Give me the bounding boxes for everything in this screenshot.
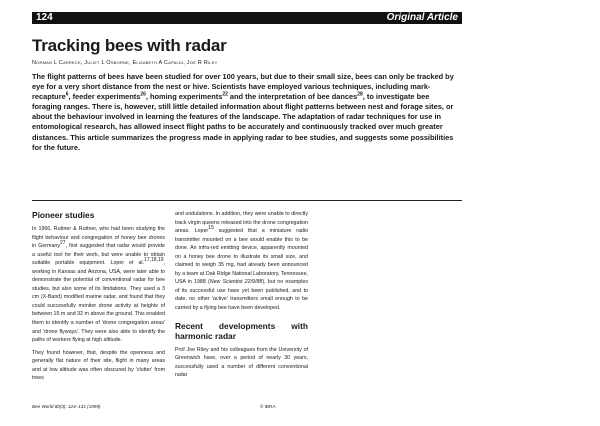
reference-marker: 27 bbox=[60, 240, 66, 247]
section-heading-harmonic-radar: Recent developments with harmonic radar bbox=[175, 320, 308, 341]
body-paragraph: In 1966, Ruttner & Ruttner, who had been studying the flight behaviour and congregation of honey bee drones in Germany$^{27}$, first suggested that radar would provide a useful tool for their work, but were unable to obtain suitable portable equipment. Loper et al.$^{17,18,19}$, working in Kansas and Arizona, USA, were later able to demonstrate the potential of conventional radar for bee studies, but also some of its limitations. They used a 3 cm (X-Band) modified marine radar, and found that they could successfully monitor drone activity at heights of between 15 m and 32 m above the ground. This enabled them to identify a number of 'drone congregation areas' and 'drone flyways'. They were also able to identify the paths of workers flying at high altitude. bbox=[32, 226, 165, 344]
article-page bbox=[32, 0, 462, 426]
reference-marker: 15 bbox=[208, 225, 214, 232]
body-paragraph: Prof Joe Riley and his colleagues from the University of Greenwich have, over a period of nearly 30 years, successfully used a number of different conventional radar bbox=[175, 346, 308, 379]
footer-citation: Bee World 80(3): 124–131 (1999) bbox=[32, 404, 101, 409]
footer-copyright: © IBRA bbox=[260, 404, 276, 409]
article-abstract bbox=[32, 72, 457, 153]
page-header-bar bbox=[32, 12, 462, 24]
section-heading-pioneer-studies: Pioneer studies bbox=[32, 210, 95, 220]
abstract-paragraph: The flight patterns of bees have been studied for over 100 years, but due to their small size, bees can only be tracked by eye for a very short distance from the nest or hive. Scientists have employed various techniques, including mark-recapture$^6$, feeder experiments$^{26}$, homing experiments$^{22}$ and the interpretation of bee dances$^{28}$, to investigate bee foraging ranges. There is, however, still little detailed information about flight patterns between nest and forage sites, or about the behaviour involved in learning the features of the landscape. The adaptation of radar techniques for use in entomological research, has allowed insect flight paths to be accurately and continuously tracked over much greater distances. This article summarizes the progress made in applying radar to bee studies, and suggests some possibilities for the future. bbox=[32, 72, 454, 152]
reference-marker: 28 bbox=[357, 91, 363, 98]
reference-marker: 17,18,19 bbox=[144, 257, 164, 264]
body-column-1 bbox=[32, 210, 165, 387]
section-label: Original Article bbox=[386, 12, 458, 23]
body-paragraph: They found however, that, despite the openness and generally flat nature of their site, flight in many areas and at low altitude was often obscured by 'clutter' from trees bbox=[32, 349, 165, 382]
journal-citation: New Scientist 22/9/88 bbox=[209, 279, 263, 286]
article-authors: Norman L Carreck, Juliet L Osborne, Elizabeth A Capaldi, Joe R Riley bbox=[32, 60, 218, 66]
body-column-2 bbox=[175, 210, 308, 384]
reference-marker: 26 bbox=[140, 91, 146, 98]
article-title: Tracking bees with radar bbox=[32, 36, 227, 55]
reference-marker: 6 bbox=[65, 91, 69, 98]
section-divider bbox=[32, 200, 462, 201]
body-paragraph: and undulations. In addition, they were unable to directly track virgin queens released into the drone congregation areas. Loper$^{15}$ suggested that a miniature radio transmitter mounted on a bee would enable this to be done. An infra-red emitting device, apparently mounted on a honey bee drone to illustrate its small size, and claimed to weigh 35 mg, had already been announced by a team at Oak Ridge National Laboratory, Tennessee, USA in 1988 (New Scientist 22/9/88), but no examples of its successful use have yet been published, and to date, no other 'active' transmitters small enough to be carried by a flying bee have been developed. bbox=[175, 211, 308, 312]
reference-marker: 22 bbox=[222, 91, 228, 98]
page-number: 124 bbox=[36, 12, 53, 23]
